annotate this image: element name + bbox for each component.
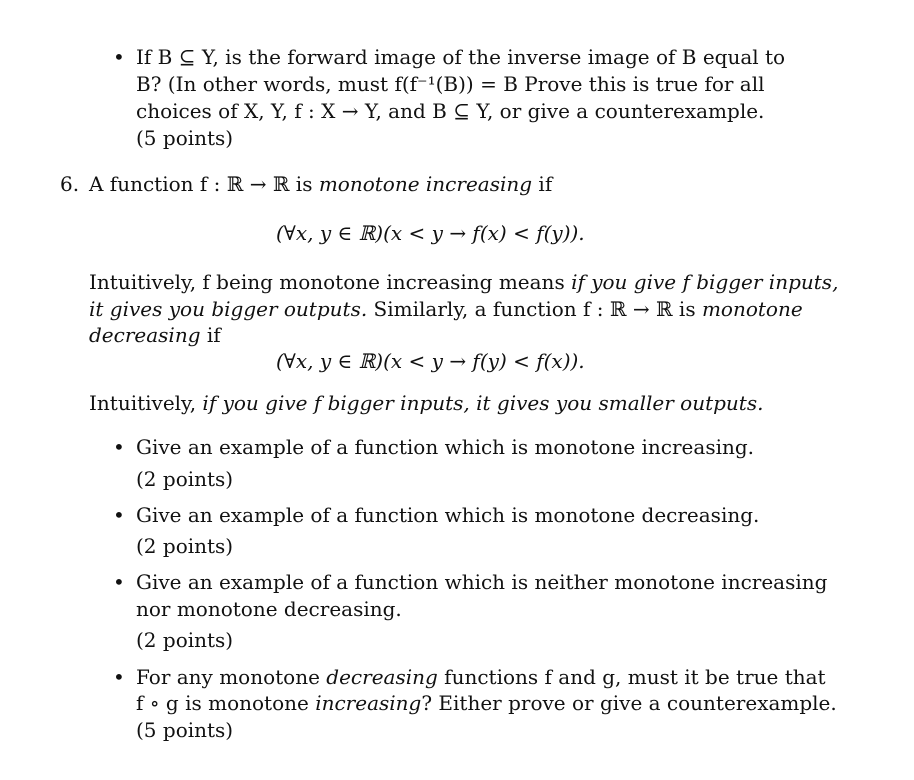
para-line-1-a: Intuitively, f being monotone increasing means <box>89 270 565 294</box>
para-line-2 <box>89 297 803 321</box>
top-item-line-3: choices of X, Y, f : X → Y, and B ⊆ Y, or give a counterexample. <box>136 99 765 123</box>
problem-number: 6. <box>60 172 80 196</box>
bullet-4-line-2-b: increasing <box>315 691 422 715</box>
bullet-4-line-1-c: functions f and g, must it be true that <box>444 665 826 689</box>
para2-b: if you give f bigger inputs, it gives you smaller outputs. <box>202 391 764 415</box>
bullet-2-text: Give an example of a function which is monotone decreasing. <box>136 503 760 527</box>
bullet-2-points: (2 points) <box>136 534 234 558</box>
bullet-marker: • <box>113 435 125 459</box>
bullet-1-points: (2 points) <box>136 467 234 491</box>
bullet-4-line-1 <box>136 665 826 689</box>
top-item-line-2: B? (In other words, must f(f⁻¹(B)) = B Prove this is true for all <box>136 72 765 96</box>
bullet-4-line-2 <box>136 691 837 715</box>
para2-line <box>89 391 763 415</box>
para-line-3 <box>89 323 221 347</box>
intro-tail: if <box>538 172 553 196</box>
bullet-3-text-line-2: nor monotone decreasing. <box>136 597 402 621</box>
bullet-marker: • <box>113 665 125 689</box>
bullet-marker: • <box>113 45 125 69</box>
formula-increasing: (∀x, y ∈ ℝ)(x < y → f(x) < f(y)). <box>276 221 585 245</box>
bullet-4-line-1-b: decreasing <box>326 665 438 689</box>
top-item-line-1: If B ⊆ Y, is the forward image of the inverse image of B equal to <box>136 45 786 69</box>
problem6-intro <box>89 172 552 196</box>
top-item-points: (5 points) <box>136 126 234 150</box>
bullet-4-points: (5 points) <box>136 718 234 742</box>
para-line-3-b: if <box>206 323 221 347</box>
para-line-2-a: it gives you bigger outputs. <box>89 297 368 321</box>
intro-lead: A function f : ℝ → ℝ is <box>89 172 313 196</box>
para-line-3-a: decreasing <box>89 323 201 347</box>
para-line-2-c: monotone <box>701 297 803 321</box>
bullet-marker: • <box>113 503 125 527</box>
formula-decreasing: (∀x, y ∈ ℝ)(x < y → f(y) < f(x)). <box>276 349 585 373</box>
intro-term: monotone increasing <box>318 172 533 196</box>
bullet-3-text-line-1: Give an example of a function which is neither monotone increasing <box>136 570 828 594</box>
para-line-1-b: if you give f bigger inputs, <box>571 270 839 294</box>
bullet-4-line-2-c: ? Either prove or give a counterexample. <box>421 691 837 715</box>
para2-a: Intuitively, <box>89 391 197 415</box>
bullet-4-line-2-a: f ∘ g is monotone <box>136 691 309 715</box>
bullet-1-text: Give an example of a function which is monotone increasing. <box>136 435 755 459</box>
bullet-marker: • <box>113 570 125 594</box>
para-line-2-b: Similarly, a function f : ℝ → ℝ is <box>373 297 696 321</box>
para-line-1 <box>89 270 838 294</box>
bullet-3-points: (2 points) <box>136 628 234 652</box>
bullet-4-line-1-a: For any monotone <box>136 665 320 689</box>
